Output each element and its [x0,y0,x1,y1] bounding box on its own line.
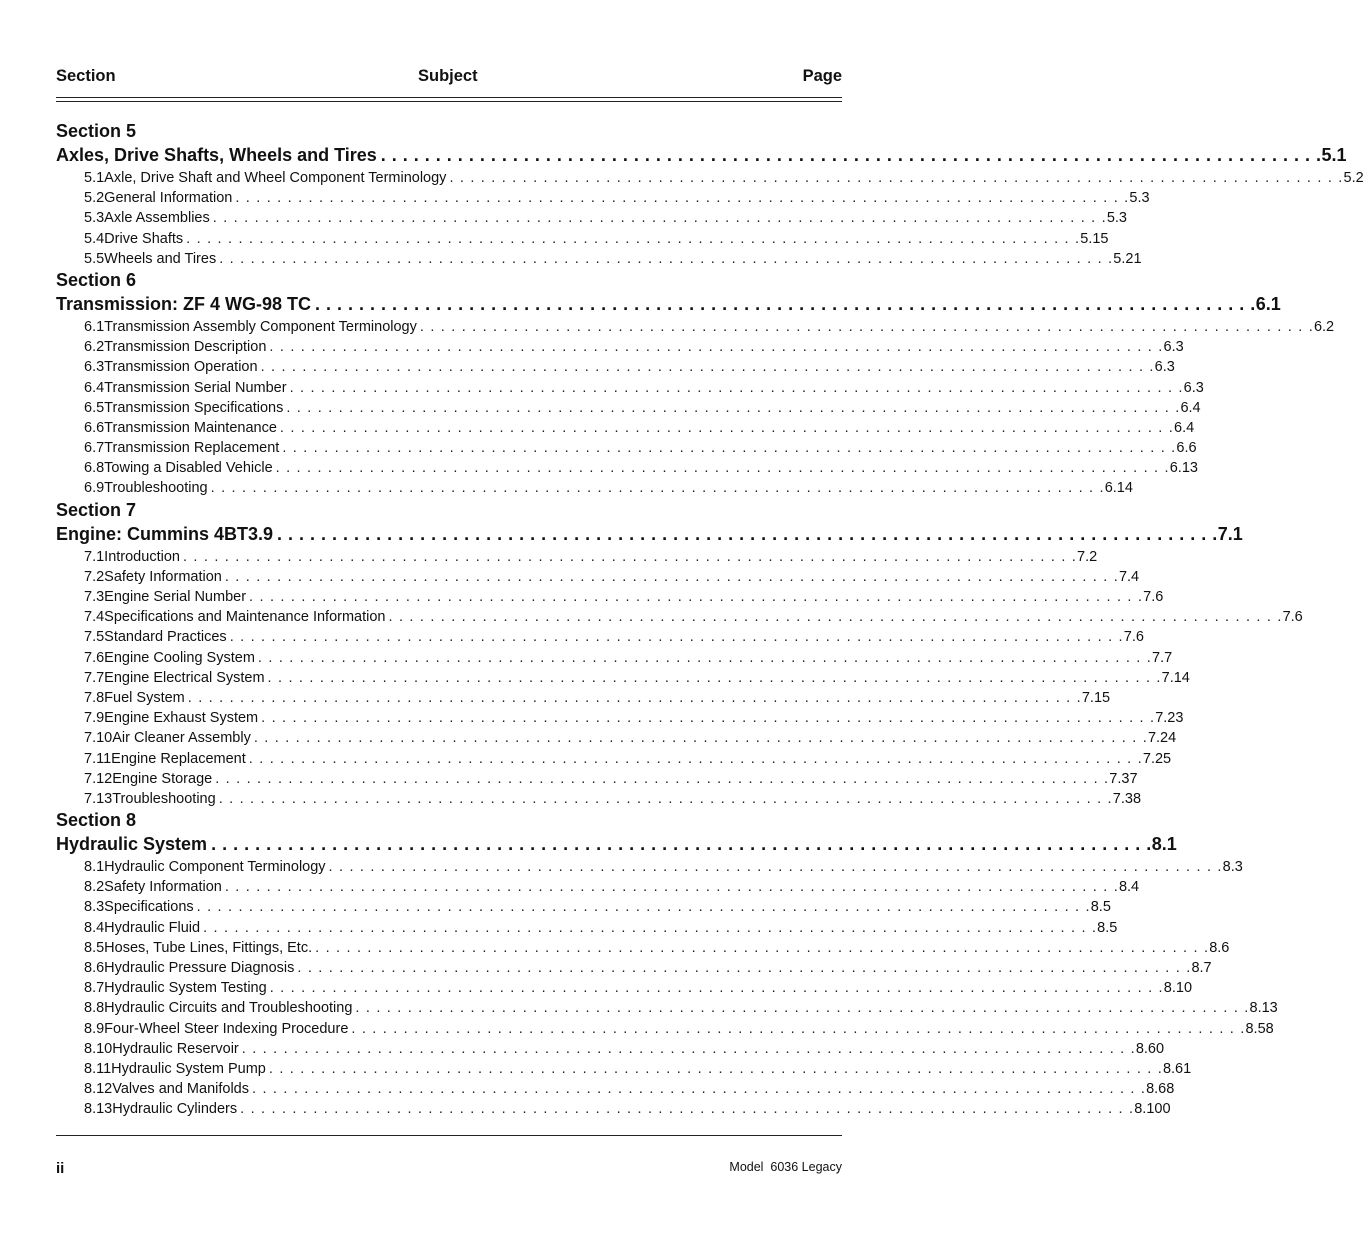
toc-entry[interactable] [56,958,1212,978]
entry-number: 8.2 [84,879,105,896]
footer-page-number: ii [56,1160,65,1177]
section-title: Transmission: ZF 4 WG-98 TC [56,293,312,314]
entry-number: 7.11 [84,750,112,767]
entry-page: 7.4 [1118,568,1140,585]
toc-entry[interactable] [56,1059,1192,1079]
dot-leader: . . . . . . . . . . . . . . . . . . . . . . . . . . . . . . . . . . . . . . . . . . . . . . . . . . . . . . . . . . . . . . . . . . . . . . . . . . . . . . . . . . . . . . [260,359,1155,376]
entry-number: 8.9 [84,1020,105,1037]
section-title-row[interactable] [56,521,1243,547]
entry-title: Transmission Operation [104,359,258,376]
dot-leader: . . . . . . . . . . . . . . . . . . . . . . . . . . . . . . . . . . . . . . . . . . . . . . . . . . . . . . . . . . . . . . . . . . . . . . . . . . . . . . . . . . . . . . [211,834,1152,855]
toc-entry[interactable] [56,188,1150,208]
toc-entry[interactable] [56,857,1243,877]
toc-entry[interactable] [56,789,1142,809]
dot-leader: . . . . . . . . . . . . . . . . . . . . . . . . . . . . . . . . . . . . . . . . . . . . . . . . . . . . . . . . . . . . . . . . . . . . . . . . . . . . . . . . . . . . . . [229,629,1124,646]
entry-page: 8.60 [1135,1040,1165,1057]
entry-number: 6.5 [84,399,105,416]
toc-entry[interactable] [56,769,1138,789]
toc-entry[interactable] [56,897,1111,917]
toc-entry[interactable] [56,337,1184,357]
entry-number: 7.4 [84,609,105,626]
dot-leader: . . . . . . . . . . . . . . . . . . . . . . . . . . . . . . . . . . . . . . . . . . . . . . . . . . . . . . . . . . . . . . . . . . . . . . . . . . . . . . . . . . . . . . [269,339,1164,356]
entry-title: Transmission Maintenance [104,419,277,436]
dot-leader: . . . . . . . . . . . . . . . . . . . . . . . . . . . . . . . . . . . . . . . . . . . . . . . . . . . . . . . . . . . . . . . . . . . . . . . . . . . . . . . . . . . . . . [388,609,1283,626]
entry-number: 8.11 [84,1060,112,1077]
dot-leader: . . . . . . . . . . . . . . . . . . . . . . . . . . . . . . . . . . . . . . . . . . . . . . . . . . . . . . . . . . . . . . . . . . . . . . . . . . . . . . . . . . . . . . [253,730,1148,747]
header-rule-top [56,97,842,98]
entry-number: 5.3 [84,210,105,227]
toc-header [56,67,842,87]
toc-entry[interactable] [56,229,1109,249]
entry-number: 8.13 [84,1101,113,1118]
entry-page: 7.7 [1152,649,1173,666]
entry-page: 7.25 [1142,750,1172,767]
entry-title: Safety Information [104,568,222,585]
entry-page: 8.100 [1134,1101,1171,1118]
entry-title: Hydraulic System Pump [111,1060,266,1077]
toc-entry[interactable] [56,1039,1165,1059]
entry-page: 7.6 [1143,589,1164,605]
dot-leader: . . . . . . . . . . . . . . . . . . . . . . . . . . . . . . . . . . . . . . . . . . . . . . . . . . . . . . . . . . . . . . . . . . . . . . . . . . . . . . . . . . . . . . [219,250,1114,267]
entry-number: 6.7 [84,440,105,457]
dot-leader: . . . . . . . . . . . . . . . . . . . . . . . . . . . . . . . . . . . . . . . . . . . . . . . . . . . . . . . . . . . . . . . . . . . . . . . . . . . . . . . . . . . . . . [355,1000,1250,1017]
dot-leader: . . . . . . . . . . . . . . . . . . . . . . . . . . . . . . . . . . . . . . . . . . . . . . . . . . . . . . . . . . . . . . . . . . . . . . . . . . . . . . . . . . . . . . [261,710,1156,727]
toc-entry[interactable] [56,378,1204,398]
entry-title: Troubleshooting [104,480,208,497]
toc-entry[interactable] [56,708,1184,728]
toc-entry[interactable] [56,607,1303,627]
dot-leader: . . . . . . . . . . . . . . . . . . . . . . . . . . . . . . . . . . . . . . . . . . . . . . . . . . . . . . . . . . . . . . . . . . . . . . . . . . . . . . . . . . . . . . [187,689,1082,706]
toc-entry[interactable] [56,998,1278,1018]
section-title-row[interactable] [56,142,1347,168]
entry-number: 7.2 [84,568,105,585]
entry-number: 6.8 [84,460,105,477]
section-page: 6.1 [1255,293,1281,314]
entry-title: Hydraulic Reservoir [112,1040,239,1057]
entry-page: 5.15 [1080,230,1109,247]
table-of-contents [56,120,1364,1120]
section-page: 5.1 [1321,145,1347,165]
section-page: 8.1 [1151,834,1177,855]
dot-leader: . . . . . . . . . . . . . . . . . . . . . . . . . . . . . . . . . . . . . . . . . . . . . . . . . . . . . . . . . . . . . . . . . . . . . . . . . . . . . . . . . . . . . . [328,859,1223,876]
entry-number: 6.1 [84,318,105,335]
entry-title: Fuel System [104,689,185,706]
header-section: Section [56,67,116,85]
dot-leader: . . . . . . . . . . . . . . . . . . . . . . . . . . . . . . . . . . . . . . . . . . . . . . . . . . . . . . . . . . . . . . . . . . . . . . . . . . . . . . . . . . . . . . [268,1060,1163,1077]
dot-leader: . . . . . . . . . . . . . . . . . . . . . . . . . . . . . . . . . . . . . . . . . . . . . . . . . . . . . . . . . . . . . . . . . . . . . . . . . . . . . . . . . . . . . . [419,318,1314,335]
dot-leader: . . . . . . . . . . . . . . . . . . . . . . . . . . . . . . . . . . . . . . . . . . . . . . . . . . . . . . . . . . . . . . . . . . . . . . . . . . . . . . . . . . . . . . [315,293,1256,314]
entry-title: Specifications and Maintenance Information [104,609,386,626]
entry-page: 5.21 [1113,250,1142,267]
toc-entry[interactable] [56,688,1111,708]
section-title: Hydraulic System [56,834,208,855]
entry-number: 7.13 [84,790,113,807]
dot-leader: . . . . . . . . . . . . . . . . . . . . . . . . . . . . . . . . . . . . . . . . . . . . . . . . . . . . . . . . . . . . . . . . . . . . . . . . . . . . . . . . . . . . . . [224,568,1119,585]
dot-leader: . . . . . . . . . . . . . . . . . . . . . . . . . . . . . . . . . . . . . . . . . . . . . . . . . . . . . . . . . . . . . . . . . . . . . . . . . . . . . . . . . . . . . . [212,210,1107,227]
dot-leader: . . . . . . . . . . . . . . . . . . . . . . . . . . . . . . . . . . . . . . . . . . . . . . . . . . . . . . . . . . . . . . . . . . . . . . . . . . . . . . . . . . . . . . [277,523,1218,544]
header-page: Page [802,67,842,85]
entry-page: 8.5 [1090,899,1111,916]
footer-rule [56,1135,842,1136]
toc-entry[interactable] [56,648,1173,668]
dot-leader: . . . . . . . . . . . . . . . . . . . . . . . . . . . . . . . . . . . . . . . . . . . . . . . . . . . . . . . . . . . . . . . . . . . . . . . . . . . . . . . . . . . . . . [182,548,1078,565]
toc-entry[interactable] [56,1099,1171,1119]
entry-page: 7.38 [1112,790,1142,807]
entry-number: 8.10 [84,1040,113,1057]
dot-leader: . . . . . . . . . . . . . . . . . . . . . . . . . . . . . . . . . . . . . . . . . . . . . . . . . . . . . . . . . . . . . . . . . . . . . . . . . . . . . . . . . . . . . . [186,230,1081,247]
toc-entry[interactable] [56,587,1164,607]
entry-number: 7.5 [84,629,105,646]
dot-leader: . . . . . . . . . . . . . . . . . . . . . . . . . . . . . . . . . . . . . . . . . . . . . . . . . . . . . . . . . . . . . . . . . . . . . . . . . . . . . . . . . . . . . . [257,649,1152,666]
dot-leader: . . . . . . . . . . . . . . . . . . . . . . . . . . . . . . . . . . . . . . . . . . . . . . . . . . . . . . . . . . . . . . . . . . . . . . . . . . . . . . . . . . . . . . [279,419,1174,436]
entry-title: Engine Cooling System [104,649,255,666]
entry-number: 8.3 [84,899,105,916]
entry-number: 6.4 [84,379,105,396]
entry-number: 7.3 [84,589,105,605]
entry-page: 8.6 [1209,939,1230,956]
entry-title: Hydraulic Pressure Diagnosis [104,960,295,976]
toc-entry[interactable] [56,938,1230,958]
entry-page: 8.5 [1097,919,1118,936]
entry-page: 8.58 [1245,1020,1274,1037]
entry-page: 5.2 [1343,170,1364,186]
entry-title: Specifications [104,899,194,916]
section-label: Section 6 [56,269,137,290]
dot-leader: . . . . . . . . . . . . . . . . . . . . . . . . . . . . . . . . . . . . . . . . . . . . . . . . . . . . . . . . . . . . . . . . . . . . . . . . . . . . . . . . . . . . . . [196,899,1091,916]
entry-page: 6.4 [1180,399,1201,416]
entry-title: Engine Replacement [111,750,246,767]
entry-title: Standard Practices [104,629,227,646]
entry-page: 7.6 [1282,609,1303,626]
entry-title: Drive Shafts [104,230,184,247]
toc-entry[interactable] [56,418,1195,438]
entry-page: 7.14 [1161,669,1190,686]
dot-leader: . . . . . . . . . . . . . . . . . . . . . . . . . . . . . . . . . . . . . . . . . . . . . . . . . . . . . . . . . . . . . . . . . . . . . . . . . . . . . . . . . . . . . . [351,1020,1246,1037]
dot-leader: . . . . . . . . . . . . . . . . . . . . . . . . . . . . . . . . . . . . . . . . . . . . . . . . . . . . . . . . . . . . . . . . . . . . . . . . . . . . . . . . . . . . . . [315,939,1210,956]
entry-title: Hydraulic Component Terminology [104,859,326,876]
toc-entry[interactable] [56,918,1118,938]
entry-number: 7.8 [84,689,105,706]
entry-title: Transmission Specifications [104,399,284,416]
entry-number: 8.5 [84,939,105,956]
toc-entry[interactable] [56,168,1364,188]
toc-entry[interactable] [56,749,1172,769]
entry-number: 8.1 [84,859,105,876]
entry-title: Engine Exhaust System [104,710,259,727]
entry-page: 7.37 [1109,770,1138,787]
dot-leader: . . . . . . . . . . . . . . . . . . . . . . . . . . . . . . . . . . . . . . . . . . . . . . . . . . . . . . . . . . . . . . . . . . . . . . . . . . . . . . . . . . . . . . [249,589,1144,605]
dot-leader: . . . . . . . . . . . . . . . . . . . . . . . . . . . . . . . . . . . . . . . . . . . . . . . . . . . . . . . . . . . . . . . . . . . . . . . . . . . . . . . . . . . . . . [269,980,1164,997]
toc-entry[interactable] [56,877,1140,897]
entry-number: 7.6 [84,649,105,666]
entry-title: Towing a Disabled Vehicle [104,460,273,477]
entry-number: 8.7 [84,980,105,997]
entry-number: 6.3 [84,359,105,376]
entry-title: Transmission Assembly Component Terminology [104,318,417,335]
toc-entry[interactable] [56,668,1190,688]
entry-title: Valves and Manifolds [112,1081,249,1098]
entry-title: Engine Serial Number [104,589,247,605]
entry-page: 6.13 [1169,460,1198,477]
entry-title: Safety Information [104,879,222,896]
entry-page: 6.2 [1313,318,1335,335]
dot-leader: . . . . . . . . . . . . . . . . . . . . . . . . . . . . . . . . . . . . . . . . . . . . . . . . . . . . . . . . . . . . . . . . . . . . . . . . . . . . . . . . . . . . . . [267,669,1162,686]
toc-entry[interactable] [56,547,1098,567]
dot-leader: . . . . . . . . . . . . . . . . . . . . . . . . . . . . . . . . . . . . . . . . . . . . . . . . . . . . . . . . . . . . . . . . . . . . . . . . . . . . . . . . . . . . . . [235,190,1130,207]
entry-number: 8.12 [84,1081,113,1098]
entry-title: Air Cleaner Assembly [112,730,251,747]
entry-title: Hydraulic Fluid [104,919,201,936]
entry-title: Hydraulic Cylinders [112,1101,238,1118]
entry-title: Transmission Description [104,339,267,356]
toc-entry[interactable] [56,1019,1274,1039]
section-title-row[interactable] [56,291,1281,317]
entry-page: 5.3 [1129,190,1150,207]
toc-entry[interactable] [56,317,1335,337]
section-title: Axles, Drive Shafts, Wheels and Tires [56,145,377,165]
entry-number: 7.7 [84,669,105,686]
dot-leader: . . . . . . . . . . . . . . . . . . . . . . . . . . . . . . . . . . . . . . . . . . . . . . . . . . . . . . . . . . . . . . . . . . . . . . . . . . . . . . . . . . . . . . [240,1101,1135,1118]
entry-title: General Information [104,190,233,207]
entry-title: Hoses, Tube Lines, Fittings, Etc. [104,939,313,956]
entry-page: 6.3 [1154,359,1175,376]
entry-page: 8.4 [1118,879,1140,896]
section-page: 7.1 [1217,523,1243,544]
entry-page: 7.6 [1123,629,1144,646]
entry-page: 6.3 [1163,339,1184,356]
entry-number: 5.2 [84,190,105,207]
entry-number: 7.12 [84,770,113,787]
toc-entry[interactable] [56,478,1133,498]
dot-leader: . . . . . . . . . . . . . . . . . . . . . . . . . . . . . . . . . . . . . . . . . . . . . . . . . . . . . . . . . . . . . . . . . . . . . . . . . . . . . . . . . . . . . . [380,145,1322,165]
entry-number: 7.1 [84,548,105,565]
entry-title: Wheels and Tires [104,250,217,267]
entry-page: 8.68 [1146,1081,1175,1098]
toc-entry[interactable] [56,978,1193,998]
entry-number: 6.9 [84,480,105,497]
entry-number: 7.9 [84,710,105,727]
entry-page: 7.2 [1077,548,1098,565]
dot-leader: . . . . . . . . . . . . . . . . . . . . . . . . . . . . . . . . . . . . . . . . . . . . . . . . . . . . . . . . . . . . . . . . . . . . . . . . . . . . . . . . . . . . . . [218,790,1113,807]
entry-title: Hydraulic Circuits and Troubleshooting [104,1000,353,1017]
header-subject: Subject [418,67,478,85]
entry-number: 8.4 [84,919,105,936]
entry-title: Troubleshooting [112,790,216,807]
toc-entry[interactable] [56,1079,1175,1099]
entry-page: 8.7 [1191,960,1212,976]
entry-number: 8.6 [84,960,105,976]
entry-number: 5.4 [84,230,105,247]
entry-page: 6.3 [1183,379,1204,396]
toc-entry[interactable] [56,458,1198,478]
toc-entry[interactable] [56,398,1201,418]
entry-number: 6.6 [84,419,105,436]
entry-page: 7.24 [1147,730,1177,747]
dot-leader: . . . . . . . . . . . . . . . . . . . . . . . . . . . . . . . . . . . . . . . . . . . . . . . . . . . . . . . . . . . . . . . . . . . . . . . . . . . . . . . . . . . . . . [252,1081,1147,1098]
toc-entry[interactable] [56,567,1140,587]
entry-title: Hydraulic System Testing [104,980,267,997]
section-label: Section 5 [56,121,137,141]
entry-title: Axle Assemblies [104,210,210,227]
dot-leader: . . . . . . . . . . . . . . . . . . . . . . . . . . . . . . . . . . . . . . . . . . . . . . . . . . . . . . . . . . . . . . . . . . . . . . . . . . . . . . . . . . . . . . [210,480,1105,497]
dot-leader: . . . . . . . . . . . . . . . . . . . . . . . . . . . . . . . . . . . . . . . . . . . . . . . . . . . . . . . . . . . . . . . . . . . . . . . . . . . . . . . . . . . . . . [241,1040,1136,1057]
toc-entry[interactable] [56,249,1142,269]
entry-title: Axle, Drive Shaft and Wheel Component Terminology [104,170,447,186]
entry-page: 7.15 [1081,689,1111,706]
entry-title: Introduction [104,548,180,565]
toc-entry[interactable] [56,357,1175,377]
entry-page: 6.6 [1176,440,1197,457]
section-title-row[interactable] [56,831,1177,857]
entry-page: 6.14 [1104,480,1133,497]
section-label: Section 8 [56,810,137,831]
dot-leader: . . . . . . . . . . . . . . . . . . . . . . . . . . . . . . . . . . . . . . . . . . . . . . . . . . . . . . . . . . . . . . . . . . . . . . . . . . . . . . . . . . . . . . [297,960,1192,976]
section-label: Section 7 [56,499,137,520]
dot-leader: . . . . . . . . . . . . . . . . . . . . . . . . . . . . . . . . . . . . . . . . . . . . . . . . . . . . . . . . . . . . . . . . . . . . . . . . . . . . . . . . . . . . . . [282,440,1177,457]
entry-page: 8.13 [1249,1000,1278,1017]
entry-number: 8.8 [84,1000,105,1017]
dot-leader: . . . . . . . . . . . . . . . . . . . . . . . . . . . . . . . . . . . . . . . . . . . . . . . . . . . . . . . . . . . . . . . . . . . . . . . . . . . . . . . . . . . . . . [248,750,1143,767]
toc-entry[interactable] [56,728,1177,748]
dot-leader: . . . . . . . . . . . . . . . . . . . . . . . . . . . . . . . . . . . . . . . . . . . . . . . . . . . . . . . . . . . . . . . . . . . . . . . . . . . . . . . . . . . . . . [224,879,1119,896]
entry-page: 8.10 [1163,980,1193,997]
entry-number: 5.1 [84,170,105,186]
entry-page: 6.4 [1174,419,1195,436]
entry-page: 7.23 [1155,710,1184,727]
dot-leader: . . . . . . . . . . . . . . . . . . . . . . . . . . . . . . . . . . . . . . . . . . . . . . . . . . . . . . . . . . . . . . . . . . . . . . . . . . . . . . . . . . . . . . [286,399,1181,416]
entry-title: Four-Wheel Steer Indexing Procedure [104,1020,349,1037]
dot-leader: . . . . . . . . . . . . . . . . . . . . . . . . . . . . . . . . . . . . . . . . . . . . . . . . . . . . . . . . . . . . . . . . . . . . . . . . . . . . . . . . . . . . . . [215,770,1110,787]
entry-title: Engine Storage [112,770,213,787]
dot-leader: . . . . . . . . . . . . . . . . . . . . . . . . . . . . . . . . . . . . . . . . . . . . . . . . . . . . . . . . . . . . . . . . . . . . . . . . . . . . . . . . . . . . . . [289,379,1184,396]
entry-page: 8.61 [1162,1060,1192,1077]
dot-leader: . . . . . . . . . . . . . . . . . . . . . . . . . . . . . . . . . . . . . . . . . . . . . . . . . . . . . . . . . . . . . . . . . . . . . . . . . . . . . . . . . . . . . . [449,170,1344,186]
toc-entry[interactable] [56,627,1144,647]
entry-number: 5.5 [84,250,105,267]
toc-entry[interactable] [56,208,1128,228]
section-title: Engine: Cummins 4BT3.9 [56,523,274,544]
toc-entry[interactable] [56,438,1197,458]
entry-page: 5.3 [1106,210,1128,227]
footer-model: Model 6036 Legacy [729,1160,842,1174]
header-rule-bottom [56,101,842,102]
entry-page: 8.3 [1222,859,1243,876]
dot-leader: . . . . . . . . . . . . . . . . . . . . . . . . . . . . . . . . . . . . . . . . . . . . . . . . . . . . . . . . . . . . . . . . . . . . . . . . . . . . . . . . . . . . . . [203,919,1098,936]
entry-number: 6.2 [84,339,105,356]
entry-title: Transmission Replacement [104,440,280,457]
entry-number: 7.10 [84,730,113,747]
entry-title: Engine Electrical System [104,669,265,686]
dot-leader: . . . . . . . . . . . . . . . . . . . . . . . . . . . . . . . . . . . . . . . . . . . . . . . . . . . . . . . . . . . . . . . . . . . . . . . . . . . . . . . . . . . . . . [275,460,1170,477]
entry-title: Transmission Serial Number [104,379,287,396]
